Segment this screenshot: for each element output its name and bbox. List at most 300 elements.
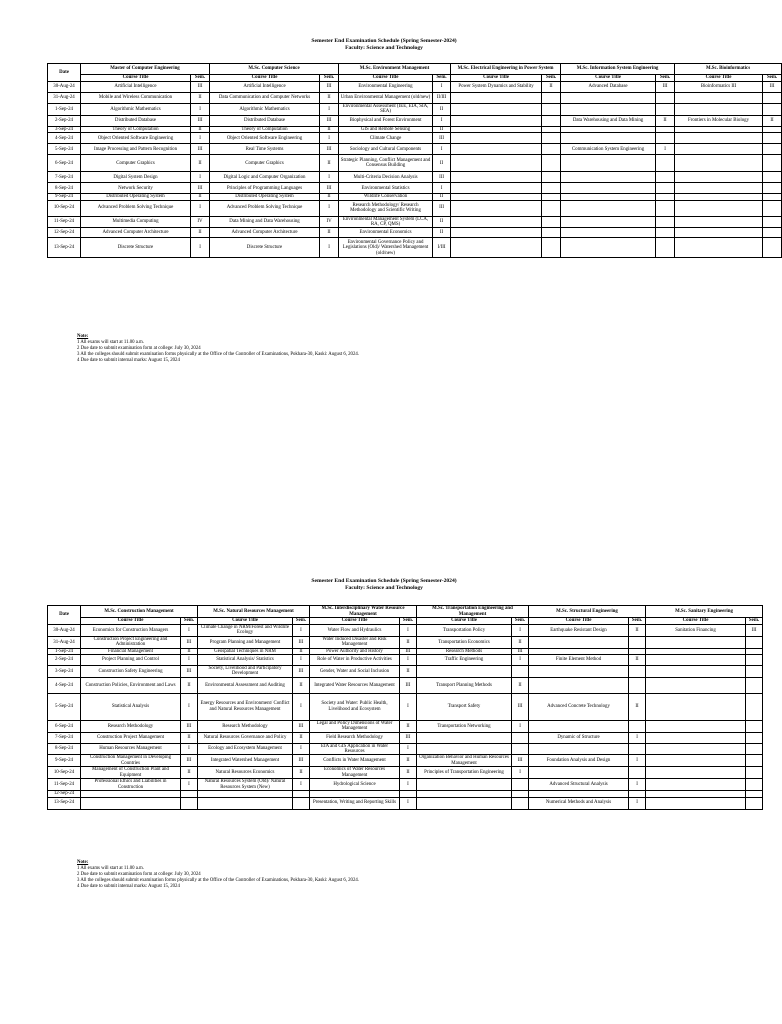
course-cell <box>675 133 763 144</box>
sem-cell <box>512 797 529 809</box>
course-cell: Urban Environmental Management (old/new) <box>339 93 433 104</box>
date-cell: 30-Aug-24 <box>48 625 81 637</box>
course-cell <box>675 104 763 116</box>
sem-cell: II <box>629 693 646 720</box>
sem-cell: I <box>293 743 310 755</box>
course-cell: Organization Behavior and Human Resources Management <box>417 755 512 767</box>
sem-cell <box>542 172 561 183</box>
course-cell: Project Planning and Control <box>81 655 181 666</box>
program-header: M.Sc. Environment Management <box>339 64 451 75</box>
course-cell <box>451 155 542 172</box>
sem-cell: II <box>629 655 646 666</box>
course-cell <box>451 228 542 238</box>
course-cell: Numerical Methods and Analysis <box>529 797 629 809</box>
sem-cell: II <box>293 648 310 654</box>
course-title-header: Course Title <box>81 618 181 625</box>
sem-cell: I <box>400 743 417 755</box>
course-cell: Transportation Economics <box>417 636 512 648</box>
sem-cell: II <box>191 126 210 132</box>
course-cell <box>675 238 763 258</box>
sem-cell: I <box>433 82 451 93</box>
sem-cell: I <box>191 172 210 183</box>
date-cell: 1-Sep-24 <box>48 104 81 116</box>
notes <box>77 334 359 364</box>
program-header: M.Sc. Sanitary Engineering <box>646 606 763 618</box>
table-row <box>48 82 782 93</box>
date-cell: 12-Sep-24 <box>48 228 81 238</box>
date-cell: 1-Sep-24 <box>48 648 81 654</box>
course-cell <box>646 732 746 743</box>
date-cell: 9-Sep-24 <box>48 194 81 200</box>
course-cell <box>646 797 746 809</box>
sem-cell <box>629 743 646 755</box>
sem-cell <box>512 732 529 743</box>
course-cell: Conflicts in Water Management <box>310 755 400 767</box>
course-cell: Power Authority and History <box>310 648 400 654</box>
sem-cell <box>746 666 763 678</box>
sem-cell: II <box>400 720 417 732</box>
sem-cell: I <box>181 625 198 637</box>
course-cell: Hydrological Science <box>310 779 400 791</box>
sem-cell: II <box>433 216 451 228</box>
sem-cell <box>746 779 763 791</box>
sem-cell: II <box>320 93 339 104</box>
sem-cell <box>542 115 561 126</box>
course-cell: Multi-Criteria Decision Analysis <box>339 172 433 183</box>
sem-cell: I <box>320 200 339 216</box>
course-cell <box>561 93 656 104</box>
sem-header: Sem. <box>763 75 782 82</box>
course-cell: Mobile and Wireless Communication <box>81 93 191 104</box>
sem-cell <box>746 693 763 720</box>
table-row <box>48 655 763 666</box>
table-row <box>48 115 782 126</box>
sem-cell: I <box>191 200 210 216</box>
course-cell: EIA and GIS Application in Water Resources <box>310 743 400 755</box>
sem-cell <box>512 666 529 678</box>
table-row <box>48 666 763 678</box>
date-cell: 31-Aug-24 <box>48 93 81 104</box>
sem-cell: II <box>433 228 451 238</box>
date-cell: 7-Sep-24 <box>48 172 81 183</box>
sem-cell <box>746 677 763 693</box>
course-cell <box>451 133 542 144</box>
sem-cell: I <box>181 743 198 755</box>
sem-cell: II <box>293 767 310 779</box>
program-header: M.Sc. Structural Engineering <box>529 606 646 618</box>
course-cell <box>675 172 763 183</box>
date-cell: 11-Sep-24 <box>48 779 81 791</box>
sem-cell: III <box>320 115 339 126</box>
course-cell: Theory of Computation <box>210 126 320 132</box>
sem-cell: I <box>191 133 210 144</box>
date-cell: 8-Sep-24 <box>48 743 81 755</box>
sem-cell: II/III <box>433 93 451 104</box>
date-cell: 4-Sep-24 <box>48 677 81 693</box>
course-cell: Network Security <box>81 183 191 194</box>
sem-cell <box>181 797 198 809</box>
sem-cell: I <box>320 133 339 144</box>
course-cell <box>529 666 629 678</box>
course-cell: Field Research Methodology <box>310 732 400 743</box>
date-cell: 31-Aug-24 <box>48 636 81 648</box>
course-title-header: Course Title <box>561 75 656 82</box>
course-cell: Transport Safety <box>417 693 512 720</box>
course-cell <box>451 183 542 194</box>
course-cell <box>561 183 656 194</box>
sem-cell <box>763 133 782 144</box>
course-cell: Advanced Database <box>561 82 656 93</box>
course-cell <box>675 200 763 216</box>
course-cell <box>646 693 746 720</box>
date-cell: 12-Sep-24 <box>48 791 81 797</box>
course-cell: Distributed Database <box>210 115 320 126</box>
sem-cell <box>656 183 675 194</box>
course-cell <box>451 104 542 116</box>
course-cell: Sociology and Cultural Components <box>339 144 433 155</box>
table-row <box>48 238 782 258</box>
course-cell: Image Processing and Pattern Recognition <box>81 144 191 155</box>
course-cell <box>561 228 656 238</box>
sem-cell: I <box>320 172 339 183</box>
sem-cell: II <box>512 636 529 648</box>
sem-cell: I <box>181 655 198 666</box>
course-title-header: Course Title <box>81 75 191 82</box>
course-cell: Data Communication and Computer Networks <box>210 93 320 104</box>
sem-cell: IV <box>320 216 339 228</box>
date-cell: 10-Sep-24 <box>48 200 81 216</box>
course-cell <box>675 144 763 155</box>
course-cell: Climate Change in NRM/Forest and Wildlife Ecology <box>198 625 293 637</box>
sem-cell: I <box>400 797 417 809</box>
sem-header: Sem. <box>400 618 417 625</box>
sem-cell <box>656 228 675 238</box>
table-row <box>48 743 763 755</box>
sem-cell: II <box>400 767 417 779</box>
course-cell: Multimedia Computing <box>81 216 191 228</box>
course-title-header: Course Title <box>451 75 542 82</box>
course-cell <box>529 677 629 693</box>
notes <box>77 860 359 890</box>
date-cell: 9-Sep-24 <box>48 755 81 767</box>
course-cell <box>561 216 656 228</box>
sem-cell: I <box>293 779 310 791</box>
sem-cell: III <box>320 144 339 155</box>
course-cell <box>646 767 746 779</box>
course-cell: Research Methodology/ Research Methodology and Scientific Writing <box>339 200 433 216</box>
program-header: M.Sc. Information System Engineering <box>561 64 675 75</box>
course-cell <box>451 144 542 155</box>
course-cell <box>675 216 763 228</box>
schedule-faculty: Faculty: Science and Technology <box>345 45 423 51</box>
course-cell <box>81 797 181 809</box>
sem-cell: III <box>763 82 782 93</box>
sem-cell <box>656 155 675 172</box>
program-header: M.Sc. Computer Science <box>210 64 339 75</box>
course-cell <box>646 755 746 767</box>
course-cell: Environmental Governance Policy and Legislations (Old)/ Watershed Management (old/new) <box>339 238 433 258</box>
course-cell: Economics for Construction Managers <box>81 625 181 637</box>
sem-cell: II <box>433 155 451 172</box>
sem-cell: I <box>512 720 529 732</box>
sem-cell: I <box>629 779 646 791</box>
course-cell: Gender, Water and Social Inclusion <box>310 666 400 678</box>
course-cell: Advanced Computer Architecture <box>81 228 191 238</box>
sem-cell: I <box>181 693 198 720</box>
sem-cell: I <box>400 779 417 791</box>
course-cell: Research Methodology <box>198 720 293 732</box>
course-cell: Construction Safety Engineering <box>81 666 181 678</box>
sem-cell <box>656 200 675 216</box>
course-cell: Earthquake Resistant Design <box>529 625 629 637</box>
course-cell: Traffic Engineering <box>417 655 512 666</box>
program-header: M.Sc. Electrical Engineering in Power System <box>451 64 561 75</box>
table-row <box>48 677 763 693</box>
course-cell: Construction Project Engineering and Administration <box>81 636 181 648</box>
course-cell: Frontiers in Molecular Biology <box>675 115 763 126</box>
program-header: Master of Computer Engineering <box>81 64 210 75</box>
table-row <box>48 625 763 637</box>
course-cell: Computer Graphics <box>210 155 320 172</box>
sem-cell: I <box>293 655 310 666</box>
course-cell <box>561 172 656 183</box>
sem-cell <box>542 216 561 228</box>
sem-cell: II <box>181 767 198 779</box>
course-cell: Construction Project Management <box>81 732 181 743</box>
course-cell: Distributed Operating System <box>81 194 191 200</box>
note-line: 3 All the colleges should submit examination forms physically at the Office of the Controller of Examinations, Pokhara-30, Kaski: August 6, 2024. <box>77 352 359 358</box>
sem-cell: III <box>181 636 198 648</box>
course-cell <box>675 155 763 172</box>
sem-cell: III <box>512 755 529 767</box>
table-row <box>48 228 782 238</box>
sem-cell <box>763 183 782 194</box>
sem-cell: III <box>400 648 417 654</box>
course-cell: Advanced Concrete Technology <box>529 693 629 720</box>
sem-cell <box>542 200 561 216</box>
course-cell: Object Oriented Software Engineering <box>81 133 191 144</box>
table-row <box>48 133 782 144</box>
sem-cell <box>629 636 646 648</box>
sem-cell <box>542 144 561 155</box>
sem-cell <box>512 779 529 791</box>
sem-cell: I <box>320 104 339 116</box>
course-cell: Water Flow and Hydraulics <box>310 625 400 637</box>
sem-cell: II <box>433 126 451 132</box>
table-row <box>48 779 763 791</box>
sem-cell: II <box>400 755 417 767</box>
course-cell: Natural Resources Governance and Policy <box>198 732 293 743</box>
notes-heading: Note: <box>77 334 89 339</box>
sem-cell <box>763 155 782 172</box>
sem-cell: II <box>191 194 210 200</box>
sem-cell: III <box>400 677 417 693</box>
sem-cell: III <box>293 720 310 732</box>
program-header: M.Sc. Bioinformatics <box>675 64 782 75</box>
course-cell <box>417 797 512 809</box>
note-line: 4 Due date to submit internal marks: August 15, 2024 <box>77 358 180 364</box>
sem-cell <box>746 797 763 809</box>
course-cell <box>451 172 542 183</box>
course-cell <box>561 200 656 216</box>
table-row <box>48 636 763 648</box>
table-row <box>48 183 782 194</box>
sem-cell: II <box>320 126 339 132</box>
course-cell: Human Resources Management <box>81 743 181 755</box>
sem-cell: II <box>629 625 646 637</box>
table-row <box>48 144 782 155</box>
course-cell: Water Induced Disaster and Risk Management <box>310 636 400 648</box>
course-cell: Artificial Intelligence <box>210 82 320 93</box>
course-cell <box>451 216 542 228</box>
course-cell <box>646 677 746 693</box>
table-row <box>48 767 763 779</box>
course-cell: Society, Livelihood and Participatory Development <box>198 666 293 678</box>
course-cell <box>646 743 746 755</box>
date-cell: 5-Sep-24 <box>48 144 81 155</box>
course-title-header: Course Title <box>198 618 293 625</box>
course-cell: Legal and Policy Dimensions of Water Management <box>310 720 400 732</box>
sem-cell: I <box>629 797 646 809</box>
date-cell: 13-Sep-24 <box>48 797 81 809</box>
sem-cell <box>746 655 763 666</box>
sem-cell: II <box>191 155 210 172</box>
course-cell <box>529 636 629 648</box>
sem-cell <box>763 104 782 116</box>
sem-cell: III <box>191 82 210 93</box>
notes-heading: Note: <box>77 860 89 865</box>
course-cell: Environmental Assessment and Auditing <box>198 677 293 693</box>
course-cell <box>561 104 656 116</box>
sem-cell <box>542 183 561 194</box>
course-cell: Digital System Design <box>81 172 191 183</box>
sem-header: Sem. <box>542 75 561 82</box>
table-row <box>48 755 763 767</box>
table-row <box>48 693 763 720</box>
sem-cell <box>746 743 763 755</box>
sem-header: Sem. <box>629 618 646 625</box>
course-cell <box>561 155 656 172</box>
sem-cell: II <box>763 115 782 126</box>
sem-cell <box>763 144 782 155</box>
course-cell: Environmental Management System (LCA, RA, CP, QMS) <box>339 216 433 228</box>
course-cell: Integrated Water Resources Management <box>310 677 400 693</box>
course-title-header: Course Title <box>310 618 400 625</box>
schedule-title: Semester End Examination Schedule (Spring Semester-2024) <box>311 38 457 44</box>
sem-header: Sem. <box>181 618 198 625</box>
sem-cell <box>746 720 763 732</box>
course-cell: Advanced Problem Solving Technique <box>81 200 191 216</box>
sem-cell <box>542 155 561 172</box>
sem-cell: II <box>191 228 210 238</box>
course-cell <box>529 743 629 755</box>
sem-cell: I <box>656 144 675 155</box>
course-cell: Object Oriented Software Engineering <box>210 133 320 144</box>
sem-cell: II <box>320 194 339 200</box>
course-cell: Research Methodology <box>81 720 181 732</box>
sem-cell: III <box>181 666 198 678</box>
sem-cell <box>542 104 561 116</box>
schedule-table-1 <box>47 63 782 258</box>
sem-cell: I <box>400 625 417 637</box>
sem-header: Sem. <box>656 75 675 82</box>
course-cell: Discrete Structure <box>81 238 191 258</box>
sem-cell: I <box>629 732 646 743</box>
program-header: M.Sc. Transportation Engineering and Management <box>417 606 529 618</box>
course-cell: Foundation Analysis and Design <box>529 755 629 767</box>
sem-cell <box>656 172 675 183</box>
course-title-header: Course Title <box>210 75 320 82</box>
course-title-header: Course Title <box>675 75 763 82</box>
course-title-header: Course Title <box>417 618 512 625</box>
sem-cell <box>293 797 310 809</box>
sem-cell: I <box>433 115 451 126</box>
schedule-table-2 <box>47 605 763 810</box>
date-cell: 2-Sep-24 <box>48 115 81 126</box>
course-cell <box>561 133 656 144</box>
sem-cell: I <box>191 238 210 258</box>
sem-cell: II <box>656 115 675 126</box>
course-cell: Finite Element Method <box>529 655 629 666</box>
sem-cell <box>629 767 646 779</box>
course-cell <box>646 655 746 666</box>
program-header: M.Sc. Natural Resources Management <box>198 606 310 618</box>
sem-cell: III <box>433 172 451 183</box>
course-cell: Wildlife Conservation <box>339 194 433 200</box>
sem-cell: II <box>320 155 339 172</box>
course-cell: Discrete Structure <box>210 238 320 258</box>
course-cell: Transportation Policy <box>417 625 512 637</box>
sem-cell <box>656 216 675 228</box>
course-cell: Ecology and Ecosystem Management <box>198 743 293 755</box>
sem-cell: I/III <box>433 238 451 258</box>
course-title-header: Course Title <box>646 618 746 625</box>
sem-cell: II <box>181 732 198 743</box>
sem-header: Sem. <box>433 75 451 82</box>
course-cell <box>561 238 656 258</box>
course-cell <box>646 636 746 648</box>
table-row <box>48 216 782 228</box>
course-cell: Presentation, Writing and Reporting Skills <box>310 797 400 809</box>
course-cell: Strategic Planning, Conflict Management and Consensus Building <box>339 155 433 172</box>
course-cell <box>198 797 293 809</box>
course-cell: Management of Construction Plant and Equipment <box>81 767 181 779</box>
table-row <box>48 155 782 172</box>
sem-cell <box>629 720 646 732</box>
note-line: 4 Due date to submit internal marks: August 15, 2024 <box>77 884 180 890</box>
course-cell <box>529 720 629 732</box>
course-cell: Climate Change <box>339 133 433 144</box>
date-cell: 11-Sep-24 <box>48 216 81 228</box>
course-cell: Artificial Intelligence <box>81 82 191 93</box>
course-cell: Sanitation Financing <box>646 625 746 637</box>
sem-cell: II <box>400 636 417 648</box>
course-cell: Digital Logic and Computer Organization <box>210 172 320 183</box>
date-cell: 5-Sep-24 <box>48 693 81 720</box>
course-cell: Environmental Engineering <box>339 82 433 93</box>
course-cell: Advanced Structural Analysis <box>529 779 629 791</box>
sem-cell: I <box>320 238 339 258</box>
schedule-block-1 <box>0 38 778 364</box>
course-cell <box>451 238 542 258</box>
course-cell: Computer Graphics <box>81 155 191 172</box>
course-cell: Distributed Database <box>81 115 191 126</box>
course-cell <box>451 200 542 216</box>
course-cell: Biophysical and Forest Environment <box>339 115 433 126</box>
table-row <box>48 104 782 116</box>
note-line: 1 All exams will start at 11.00 a.m. <box>77 866 144 872</box>
course-cell <box>646 666 746 678</box>
